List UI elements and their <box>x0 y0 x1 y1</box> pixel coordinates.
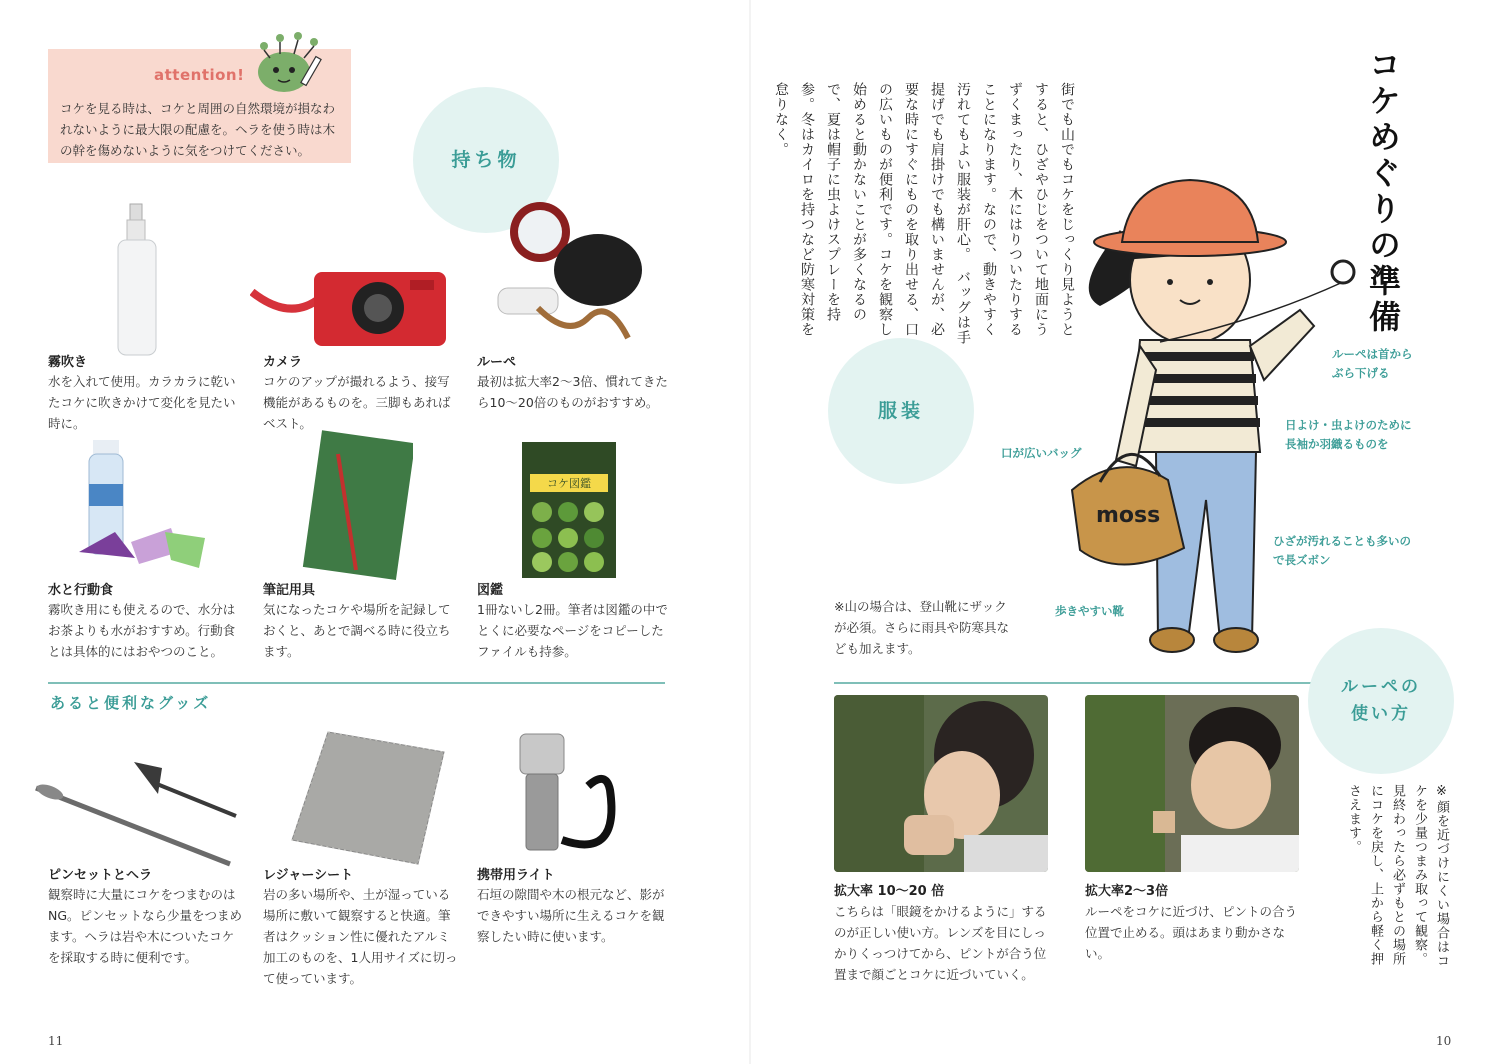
page-number-right: 10 <box>1436 1034 1452 1048</box>
item-title-spray: 霧吹き <box>48 355 88 370</box>
section-divider-right <box>834 682 1314 684</box>
goods-title-light: 携帯用ライト <box>477 868 555 883</box>
goods-title-tweezers: ピンセットとヘラ <box>48 868 153 883</box>
photo1-body: こちらは「眼鏡をかけるように」するのが正しい使い方。レンズを目にしっかりくっつけてから、ピントが合う位置まで顔ごとコケに近づいていく。 <box>834 904 1047 982</box>
attention-title: attention! <box>154 66 245 84</box>
page-title: コケめぐりの準備 <box>1364 48 1402 336</box>
notebook-and-pen-photo <box>298 430 413 580</box>
moss-mascot-illustration <box>250 26 330 96</box>
item-title-water: 水と行動食 <box>48 583 114 598</box>
goods-body-light: 石垣の隙間や木の根元など、影ができやすい場所に生えるコケを観察したい時に使います。 <box>477 887 665 944</box>
loupe-photo-woman <box>834 695 1048 872</box>
goods-body-tweezers: 観察時に大量にコケをつまむのはNG。ピンセットなら少量をつまめます。ヘラは岩や木についたコケを採取する時に便利です。 <box>48 887 243 965</box>
book-cover-title: コケ図鑑 <box>547 477 591 490</box>
photo2-title: 拡大率2～3倍 <box>1085 884 1169 899</box>
belongings-heading: 持ち物 <box>413 87 559 233</box>
item-body-spray: 水を入れて使用。カラカラに乾いたコケに吹きかけて変化を見たい時に。 <box>48 374 236 431</box>
person-illustration <box>1060 170 1380 660</box>
camera-photo <box>250 262 450 352</box>
page-number-left: 11 <box>48 1034 64 1048</box>
photo2-body: ルーペをコケに近づけ、ピントの合う位置で止める。頭はあまり動かさない。 <box>1085 904 1298 961</box>
loupe-photo-boy <box>1085 695 1299 872</box>
intro-text: 街でも山でもコケをじっくり見ようとすると、ひざやひじをついて地面にうずくまったり、木にはりついたりすることになります。なので、動きやすく汚れてもよい服装が肝心。 バッグは手提げでも肩掛けでも構いませんが、必要な時にすぐにものを取り出せる、口の広いものが便利です。コケを観察し始めると動かないことが多くなるので、夏は帽子に虫よけスプレーを持参。冬はカイロを持つなど防寒対策を怠りなく。 <box>773 82 1075 345</box>
label-loupe: ルーペは首から ぶら下げる <box>1332 347 1413 380</box>
attention-body: コケを見る時は、コケと周囲の自然環境が損なわれないように最大限の配慮を。ヘラを使う時は木の幹を傷めないように気をつけてください。 <box>60 101 336 158</box>
tweezers-and-spatula-photo <box>30 760 245 870</box>
water-and-snacks-photo <box>75 432 215 577</box>
page-gutter <box>749 0 751 1064</box>
photo1-title: 拡大率 10～20 倍 <box>834 884 945 899</box>
section-divider <box>48 682 665 684</box>
item-title-camera: カメラ <box>263 355 303 370</box>
item-body-water: 霧吹き用にも使えるので、水分はお茶よりも水がおすすめ。行動食とは具体的にはおやつのこと。 <box>48 602 236 659</box>
goods-body-sheet: 岩の多い場所や、土が湿っている場所に敷いて観察すると快適。筆者はクッション性に優れたアルミ加工のものを、1人用サイズに切って使っています。 <box>263 887 458 986</box>
loupe-usage-heading: ルーペの使い方 <box>1308 628 1454 774</box>
item-body-guide: 1冊ないし2冊。筆者は図鑑の中でとくに必要なページをコピーしたファイルも持参。 <box>477 602 668 659</box>
label-pants: ひざが汚れることも多いの で長ズボン <box>1273 534 1411 567</box>
item-title-guide: 図鑑 <box>477 583 504 598</box>
clothing-note: ※山の場合は、登山靴にザックが必須。さらに雨具や防寒具なども加えます。 <box>834 599 1010 656</box>
item-body-loupe: 最初は拡大率2～3倍、慣れてきたら10～20倍のものがおすすめ。 <box>477 374 668 410</box>
label-shoes: 歩きやすい靴 <box>1055 604 1124 618</box>
label-sleeves: 日よけ・虫よけのために 長袖か羽織るものを <box>1285 418 1412 451</box>
loupe-photo <box>478 198 678 368</box>
loupe-usage-note: ※顔を近づけにくい場合はコケを少量つまみ取って観察。見終わったら必ずもとの場所にコケを戻し、上から軽く押さえます。 <box>1346 784 1449 968</box>
item-title-stationery: 筆記用具 <box>263 583 316 598</box>
item-body-stationery: 気になったコケや場所を記録しておくと、あとで調べる時に役立ちます。 <box>263 602 451 659</box>
flashlight-photo <box>510 730 640 860</box>
item-title-loupe: ルーペ <box>477 355 517 370</box>
spray-bottle-photo <box>110 200 165 360</box>
label-bag: 口が広いバッグ <box>1001 446 1082 460</box>
leisure-sheet-photo <box>288 728 448 868</box>
goods-title-sheet: レジャーシート <box>263 868 354 883</box>
item-body-camera: コケのアップが撮れるよう、接写機能があるものを。三脚もあればベスト。 <box>263 374 451 431</box>
field-guide-book-photo <box>520 440 618 580</box>
bag-logo-text: moss <box>1096 503 1161 528</box>
goods-heading: あると便利なグッズ <box>50 694 212 712</box>
clothing-heading: 服装 <box>828 338 974 484</box>
